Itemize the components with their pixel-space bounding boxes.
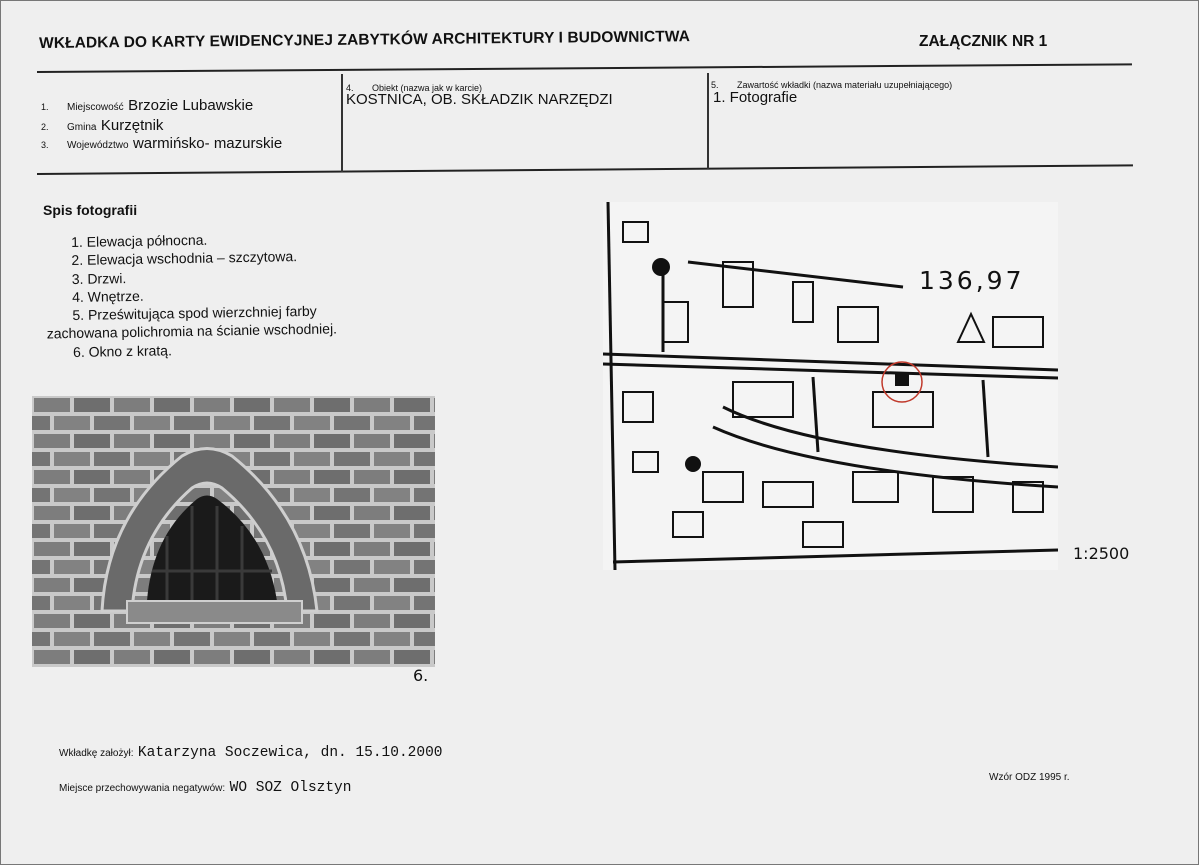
list-item: 3. Drzwi. [71, 269, 127, 287]
commune-label: Gmina [67, 122, 97, 133]
content-label: Zawartość wkładki (nazwa materiału uzupełniającego) [737, 80, 953, 90]
content-field-header: 5. Zawartość wkładki (nazwa materiału uzupełniającego) [711, 80, 953, 90]
author-line [59, 743, 442, 761]
document-title: WKŁADKA DO KARTY EWIDENCYJNEJ ZABYTKÓW ARCHITEKTURY I BUDOWNICTWA [39, 28, 691, 52]
list-item: 6. Okno z kratą. [72, 342, 173, 360]
list-item: 2. Elewacja wschodnia – szczytowa. [71, 248, 298, 269]
annex-label: ZAŁĄCZNIK NR 1 [919, 33, 1048, 50]
storage-value: WO SOZ Olsztyn [229, 780, 352, 796]
list-item: 5. Prześwitująca spod wierzchniej farby [72, 302, 317, 324]
header-rule [37, 63, 1132, 73]
table-bottom-rule [37, 164, 1133, 175]
column-divider-2 [707, 73, 709, 169]
commune-value: Kurzętnik [100, 117, 164, 134]
field-voivodeship: 3. Województwo warmińsko- mazurskie [41, 135, 283, 152]
author-value: Katarzyna Soczewica, dn. 15.10.2000 [137, 745, 443, 761]
map-scale: 1:2500 [1073, 544, 1130, 563]
storage-line [59, 778, 351, 796]
locality-value: Brzozie Lubawskie [128, 97, 254, 114]
storage-label: Miejsce przechowywania negatywów: [59, 783, 226, 794]
object-value: KOSTNICA, OB. SKŁADZIK NARZĘDZI [346, 91, 613, 108]
photo-list-title: Spis fotografii [43, 202, 138, 218]
site-map [603, 202, 1058, 570]
locality-label: Miejscowość [67, 102, 124, 113]
template-mark: Wzór ODZ 1995 r. [989, 772, 1070, 783]
list-item: zachowana polichromia na ścianie wschodniej. [46, 320, 338, 342]
field-locality: 1. Miejscowość Brzozie Lubawskie [41, 97, 254, 114]
voivodeship-label: Województwo [67, 140, 129, 151]
author-label: Wkładkę założył: [59, 748, 134, 759]
voivodeship-value: warmińsko- mazurskie [132, 135, 283, 152]
list-item: 4. Wnętrze. [71, 287, 144, 305]
window-photo [32, 396, 435, 667]
elevation-mark: 136,97 [919, 266, 1025, 295]
list-item: 1. Elewacja północna. [71, 231, 208, 250]
content-value: 1. Fotografie [713, 89, 798, 106]
object-label: Obiekt (nazwa jak w karcie) [372, 83, 483, 93]
object-field-header: 4. Obiekt (nazwa jak w karcie) [346, 83, 483, 93]
photo-caption: 6. [413, 666, 429, 685]
photo-list [46, 228, 338, 361]
column-divider-1 [341, 74, 343, 172]
field-commune: 2. Gmina Kurzętnik [41, 117, 164, 134]
